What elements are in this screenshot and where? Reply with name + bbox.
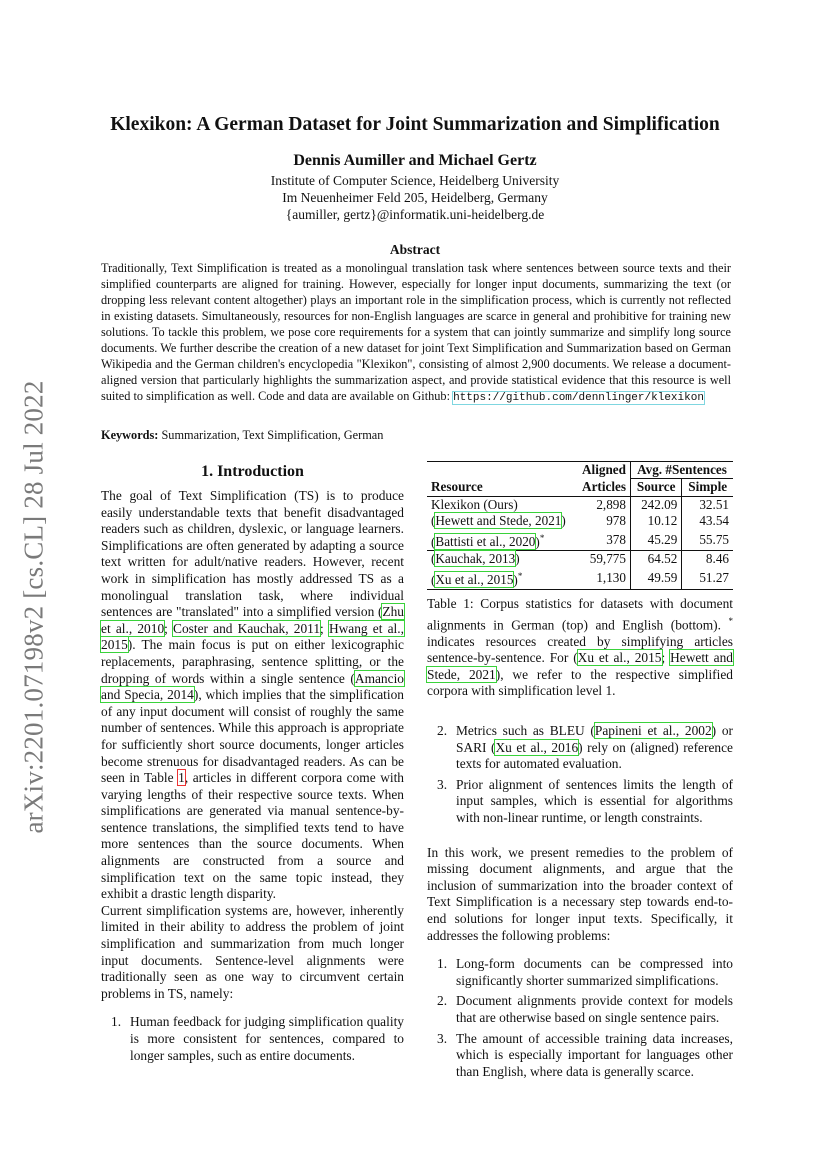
text-run: ) rely on (aligned) reference texts for automated evaluation.: [456, 739, 733, 772]
list-item: [427, 1031, 733, 1081]
table-reference[interactable]: 1: [178, 770, 185, 786]
list-number: 1.: [437, 956, 448, 972]
citation-hewett[interactable]: Hewett and Stede, 2021: [427, 650, 733, 682]
text-run: Table 1: Corpus statistics for datasets with document alignments in German (top) and English (bottom).: [427, 596, 733, 633]
resource-cell: (Kauchak, 2013): [431, 551, 520, 567]
list-item: [427, 723, 733, 773]
resource-cell: (Xu et al., 2015)*: [431, 570, 523, 588]
table-caption: Table 1: Corpus statistics for datasets with document alignments in German (top) and English (bottom). * indicates resources created by simplifying articles sentence-by-sentence. For (Xu et al., 2015; Hewett and Stede, 2021), we refer to the respective simplified corpora with simplification level 1.: [427, 596, 733, 699]
text-run: ), we refer to the respective simplified corpora with simplification level 1.: [427, 666, 733, 699]
table-header-avg-sentences: Avg. #Sentences: [630, 462, 733, 479]
citation-zhu[interactable]: Zhu et al., 2010: [101, 604, 404, 636]
list-number: 1.: [111, 1014, 122, 1030]
github-link[interactable]: https://github.com/dennlinger/klexikon: [453, 392, 704, 404]
text-run: The goal of Text Simplification (TS) is to produce easily understandable texts that benefit disadvantaged readers such as children, dyslexic, or language learners. Simplifications are often generated by adapting a source text written for adult/native readers. However, recent work in simplification has mostly addressed TS as a monolingual translation task, where individual sentences are "translated" into a simplified version (: [101, 488, 404, 620]
paper-authors: Dennis Aumiller and Michael Gertz: [293, 152, 537, 169]
list-number: 2.: [437, 723, 448, 738]
source-cell: 64.52: [630, 551, 681, 568]
keywords-label: Keywords:: [101, 428, 159, 442]
table-row: [427, 551, 733, 568]
intro-paragraph-1: The goal of Text Simplification (TS) is to produce easily understandable texts that benefit disadvantaged readers such as children, dyslexic, or language learners. Simplifications are often generated by adapting a source text written for adult/native readers. However, recent work in simplification has mostly addressed TS as a monolingual translation task, where individual sentences are "translated" into a simplified version (Zhu et al., 2010; Coster and Kauchak, 2011; Hwang et al., 2015). The main focus is put on either lexicographic replacements, paraphrasing, sentence splitting, or the dropping of words within a single sentence (Amancio and Specia, 2014), which implies that the simplification of any input document will consist of roughly the same number of sentences. While this approach is appropriate for sufficiently short source documents, longer articles become strenuous for disadvantaged readers. As can be seen in Table 1, articles in different corpora come with varying lengths of their respective source texts. When simplifications are generated via manual sentence-by-sentence translations, the simplified texts tend to have more sentences than the source documents. When alignments are constructed from a source and simplification text on the same topic instead, they exhibit a drastic length disparity.: [101, 488, 405, 902]
simple-cell: 8.46: [682, 551, 733, 568]
simple-cell: 51.27: [682, 568, 733, 589]
sentence-level-marker: *: [517, 570, 523, 581]
problem-list-right: [427, 723, 733, 827]
text-run: ). The main focus is put on either lexicographic replacements, paraphrasing, sentence splitting, or the dropping of words within a single sentence (: [101, 637, 404, 686]
table-header-resource: Resource: [431, 479, 483, 495]
table-header-row-2: [427, 479, 733, 496]
resource-cell: (Battisti et al., 2020)*: [431, 532, 545, 550]
table-header-aligned: Aligned: [582, 462, 626, 478]
text-run: indicates resources created by simplifying articles sentence-by-sentence. For (: [427, 633, 733, 666]
citation-xu2016[interactable]: Xu et al., 2016: [495, 739, 579, 755]
text-run: ) or SARI (: [456, 723, 733, 755]
intro-paragraph-2: Current simplification systems are, however, inherently limited in their ability to address the problem of joint simplification and summarization from much longer input documents. Sentence-level alignments were traditionally seen as one way to circumvent certain problems in TS, namely:: [101, 902, 404, 1001]
simple-cell: 55.75: [682, 530, 733, 551]
abstract-text: Traditionally, Text Simplification is treated as a monolingual translation task where sentences between source texts and their simplified counterparts are aligned for training. However, especially for longer input documents, summarizing the text (or dropping less relevant content altogether) plays an important role in the simplification process, which is currently not reflected in existing datasets. Simultaneously, resources for non-English languages are scarce in general and prohibitive for training new solutions. To tackle this problem, we pose core requirements for a system that can jointly summarize and simplify long source documents. We further describe the creation of a new dataset for joint Text Simplification and Summarization based on German Wikipedia and the German children's encyclopedia "Klexikon", consisting of almost 2,900 documents. We release a document-aligned version that particularly highlights the summarization aspect, and provide statistical evidence that this resource is well suited to simplification as well. Code and data are available on Github:: [101, 261, 731, 403]
source-cell: 242.09: [630, 496, 681, 513]
affiliation-address: Im Neuenheimer Feld 205, Heidelberg, Germany: [282, 190, 548, 205]
list-item-text: Prior alignment of sentences limits the length of input samples, which is essential for algorithms with non-linear runtime, or length constraints.: [456, 776, 733, 825]
section-heading-introduction: 1. Introduction: [201, 463, 304, 480]
resource-cell: (Hewett and Stede, 2021): [431, 513, 566, 529]
citation-amancio[interactable]: Amancio and Specia, 2014: [101, 670, 404, 703]
list-item: [427, 993, 733, 1026]
source-cell: 49.59: [630, 568, 681, 589]
arxiv-identifier: arXiv:2201.07198v2 [cs.CL] 28 Jul 2022: [18, 380, 49, 834]
table-row: [427, 513, 733, 529]
table-row: [427, 530, 733, 551]
list-item: [101, 1014, 404, 1064]
simple-cell: 43.54: [682, 513, 733, 529]
citation-battisti[interactable]: Battisti et al., 2020: [435, 534, 536, 550]
abstract-body: [101, 260, 731, 406]
citation-papineni[interactable]: Papineni et al., 2002: [594, 723, 712, 738]
list-number: 2.: [437, 993, 448, 1009]
arxiv-sidebar: [14, 372, 54, 842]
table-header-empty: [427, 462, 576, 479]
paper-title: Klexikon: A German Dataset for Joint Summarization and Simplification: [110, 114, 720, 135]
articles-cell: 59,775: [589, 551, 626, 567]
citation-xu2015[interactable]: Xu et al., 2015: [435, 572, 514, 588]
articles-cell: 978: [606, 513, 626, 529]
abstract-heading: Abstract: [389, 242, 441, 257]
caption-star: *: [728, 615, 733, 626]
articles-cell: 1,130: [596, 570, 626, 586]
table-header-articles: Articles: [582, 479, 626, 495]
citation-hewett[interactable]: Hewett and Stede, 2021: [435, 513, 562, 529]
table-row: [427, 496, 733, 513]
intro-paragraph-3: In this work, we present remedies to the problem of missing document alignments, and argue that the inclusion of summarization into the broader context of Text Simplification is a necessary step towards end-to-end solutions for longer input texts. Specifically, it addresses the following problems:: [427, 844, 733, 943]
source-cell: 10.12: [630, 513, 681, 529]
author-email: {aumiller, gertz}@informatik.uni-heidelberg.de: [285, 207, 545, 222]
sentence-level-marker: *: [539, 532, 545, 543]
keywords-text: Summarization, Text Simplification, German: [158, 428, 384, 442]
resource-cell: Klexikon (Ours): [431, 496, 518, 512]
list-item-text: Document alignments provide context for models that are otherwise based on single sentence pairs.: [456, 993, 733, 1025]
simple-cell: 32.51: [682, 496, 733, 513]
list-item-text: The amount of accessible training data increases, which is especially important for languages other than English, where data is generally scarce.: [456, 1030, 733, 1079]
list-item-text: Long-form documents can be compressed into significantly shorter summarized simplifications.: [456, 956, 733, 988]
text-run: ), which implies that the simplification of any input document will consist of roughly the same number of sentences. While this approach is appropriate for sufficiently short source documents, longer articles become strenuous for disadvantaged readers. As can be seen in Table: [101, 687, 404, 786]
citation-xu2015[interactable]: Xu et al., 2015: [577, 650, 662, 666]
left-column: [101, 488, 404, 1068]
table-header-source: Source: [630, 479, 681, 496]
table-row: [427, 568, 733, 589]
text-run: , articles in different corpora come with varying lengths of their respective source texts. When simplifications are generated via manual sentence-by-sentence translations, the simplified texts tend to have more sentences than the source documents. When alignments are constructed from a source and simplification text on the same topic instead, they exhibit a drastic length disparity.: [101, 770, 405, 902]
keywords: [101, 428, 383, 443]
affiliation-institute: Institute of Computer Science, Heidelberg University: [270, 173, 560, 188]
remedy-list: [427, 956, 733, 1080]
text-run: Metrics such as BLEU (: [456, 723, 595, 738]
articles-cell: 378: [606, 531, 626, 547]
list-item-text: Human feedback for judging simplification quality is more consistent for sentences, compared to longer samples, such as entire documents.: [130, 1014, 404, 1063]
citation-hwang[interactable]: Hwang et al., 2015: [101, 620, 404, 653]
list-item: [427, 956, 733, 989]
list-number: 3.: [437, 776, 448, 792]
list-number: 3.: [437, 1030, 448, 1046]
problem-list-left: [101, 1014, 404, 1064]
list-item: [427, 777, 733, 827]
citation-kauchak[interactable]: Kauchak, 2013: [435, 551, 516, 567]
articles-cell: 2,898: [596, 496, 626, 512]
affiliation-block: [90, 172, 740, 223]
table-header-simple: Simple: [682, 479, 733, 496]
citation-coster[interactable]: Coster and Kauchak, 2011: [173, 620, 321, 636]
right-column: [427, 723, 733, 1084]
source-cell: 45.29: [630, 530, 681, 551]
corpus-statistics-table: [427, 461, 733, 590]
table-header-row-1: [427, 462, 733, 479]
